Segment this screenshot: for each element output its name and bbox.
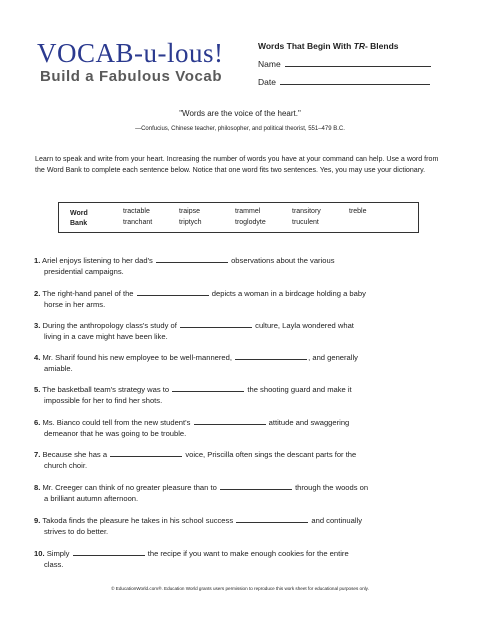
question-text: amiable.	[44, 364, 73, 373]
date-label: Date	[258, 77, 276, 87]
question-text: The right-hand panel of the	[42, 289, 134, 298]
date-field[interactable]	[258, 76, 431, 87]
question-text: horse in her arms.	[44, 300, 106, 309]
name-line[interactable]	[285, 58, 431, 67]
question-number: 1.	[34, 256, 41, 265]
question-item	[34, 548, 444, 570]
answer-blank[interactable]	[236, 515, 308, 523]
word-bank-label-bank: Bank	[70, 220, 88, 227]
word-bank-word: traipse	[179, 208, 201, 215]
logo-title: VOCAB-u-lous!	[37, 38, 224, 68]
logo-subtitle: Build a Fabulous Vocab	[40, 68, 223, 85]
question-text: Mr. Sharif found his new employee to be well-mannered,	[42, 353, 232, 362]
question-text: The basketball team's strategy was to	[42, 385, 170, 394]
question-text: presidential campaigns.	[44, 267, 124, 276]
question-number: 4.	[34, 353, 41, 362]
question-text: demeanor that he was going to be trouble.	[44, 429, 187, 438]
quote-text: "Words are the voice of the heart."	[179, 109, 301, 118]
title-prefix: Words That Begin With	[258, 41, 354, 51]
question-text: living in a cave might have been like.	[44, 332, 168, 341]
word-bank-label	[70, 209, 88, 229]
question-item	[34, 255, 444, 277]
question-text: through the woods on	[295, 483, 369, 492]
question-text: the recipe if you want to make enough cookies for the entire	[147, 549, 349, 558]
answer-blank[interactable]	[180, 320, 252, 328]
name-field[interactable]	[258, 58, 431, 69]
word-bank-word: tranchant	[123, 219, 153, 226]
question-text: Ms. Bianco could tell from the new student's	[42, 418, 191, 427]
question-number: 7.	[34, 450, 41, 459]
answer-blank[interactable]	[73, 548, 145, 556]
question-item	[34, 320, 444, 342]
title-suffix: - Blends	[364, 41, 399, 51]
question-text: Ariel enjoys listening to her dad's	[42, 256, 153, 265]
answer-blank[interactable]	[156, 255, 228, 263]
question-text: attitude and swaggering	[268, 418, 350, 427]
question-text: , and generally	[308, 353, 358, 362]
question-item	[34, 417, 444, 439]
question-number: 2.	[34, 289, 41, 298]
question-number: 5.	[34, 385, 41, 394]
answer-blank[interactable]	[235, 352, 307, 360]
question-text: Mr. Creeger can think of no greater pleasure than to	[42, 483, 217, 492]
instructions: Learn to speak and write from your heart. Increasing the number of words you have at your command can help. Use a word from the Word Bank to complete each sentence below. Notice that one word fits two sentences. Yes, you may use your dictionary.	[35, 155, 439, 174]
question-item	[34, 288, 444, 310]
question-number: 3.	[34, 321, 41, 330]
question-number: 9.	[34, 516, 41, 525]
question-text: depicts a woman in a birdcage holding a baby	[211, 289, 366, 298]
question-text: Because she has a	[42, 450, 108, 459]
word-bank-word: trammel	[235, 208, 261, 215]
copyright-footer: © EducationWorld.com®. Education World grants users permission to reproduce this work sheet for educational purposes only.	[111, 586, 369, 591]
question-text: observations about the various	[231, 256, 335, 265]
word-bank-word: truculent	[292, 219, 319, 226]
word-bank-word: troglodyte	[235, 219, 266, 226]
question-text: During the anthropology class's study of	[42, 321, 177, 330]
title-emphasis: TR	[353, 41, 365, 51]
question-item	[34, 515, 444, 537]
question-number: 6.	[34, 418, 41, 427]
worksheet-header	[258, 41, 431, 87]
question-text: the shooting guard and make it	[247, 385, 352, 394]
answer-blank[interactable]	[220, 482, 292, 490]
question-item	[34, 352, 444, 374]
date-line[interactable]	[280, 76, 430, 85]
question-text: Takoda finds the pleasure he takes in his school success	[42, 516, 234, 525]
question-number: 8.	[34, 483, 41, 492]
question-number: 10.	[34, 549, 45, 558]
question-text: a brilliant autumn afternoon.	[44, 494, 139, 503]
word-bank-word: tractable	[123, 208, 150, 215]
word-bank-word: treble	[349, 208, 367, 215]
word-bank	[58, 202, 419, 233]
answer-blank[interactable]	[172, 384, 244, 392]
answer-blank[interactable]	[110, 449, 182, 457]
question-text: impossible for her to find her shots.	[44, 396, 163, 405]
quote-attribution: —Confucius, Chinese teacher, philosopher, and political theorist, 551–479 B.C.	[135, 126, 345, 132]
worksheet-title	[258, 41, 431, 51]
word-bank-label-word: Word	[70, 210, 88, 217]
question-text: Simply	[46, 549, 70, 558]
question-text: church choir.	[44, 461, 88, 470]
question-item	[34, 482, 444, 504]
question-item	[34, 384, 444, 406]
question-item	[34, 449, 444, 471]
question-text: culture, Layla wondered what	[255, 321, 354, 330]
name-label: Name	[258, 59, 281, 69]
answer-blank[interactable]	[194, 417, 266, 425]
word-bank-word: triptych	[179, 219, 202, 226]
answer-blank[interactable]	[137, 288, 209, 296]
question-text: strives to do better.	[44, 527, 109, 536]
question-text: and continually	[311, 516, 363, 525]
word-bank-word: transitory	[292, 208, 321, 215]
question-text: voice, Priscilla often sings the descant parts for the	[185, 450, 357, 459]
question-text: class.	[44, 560, 64, 569]
